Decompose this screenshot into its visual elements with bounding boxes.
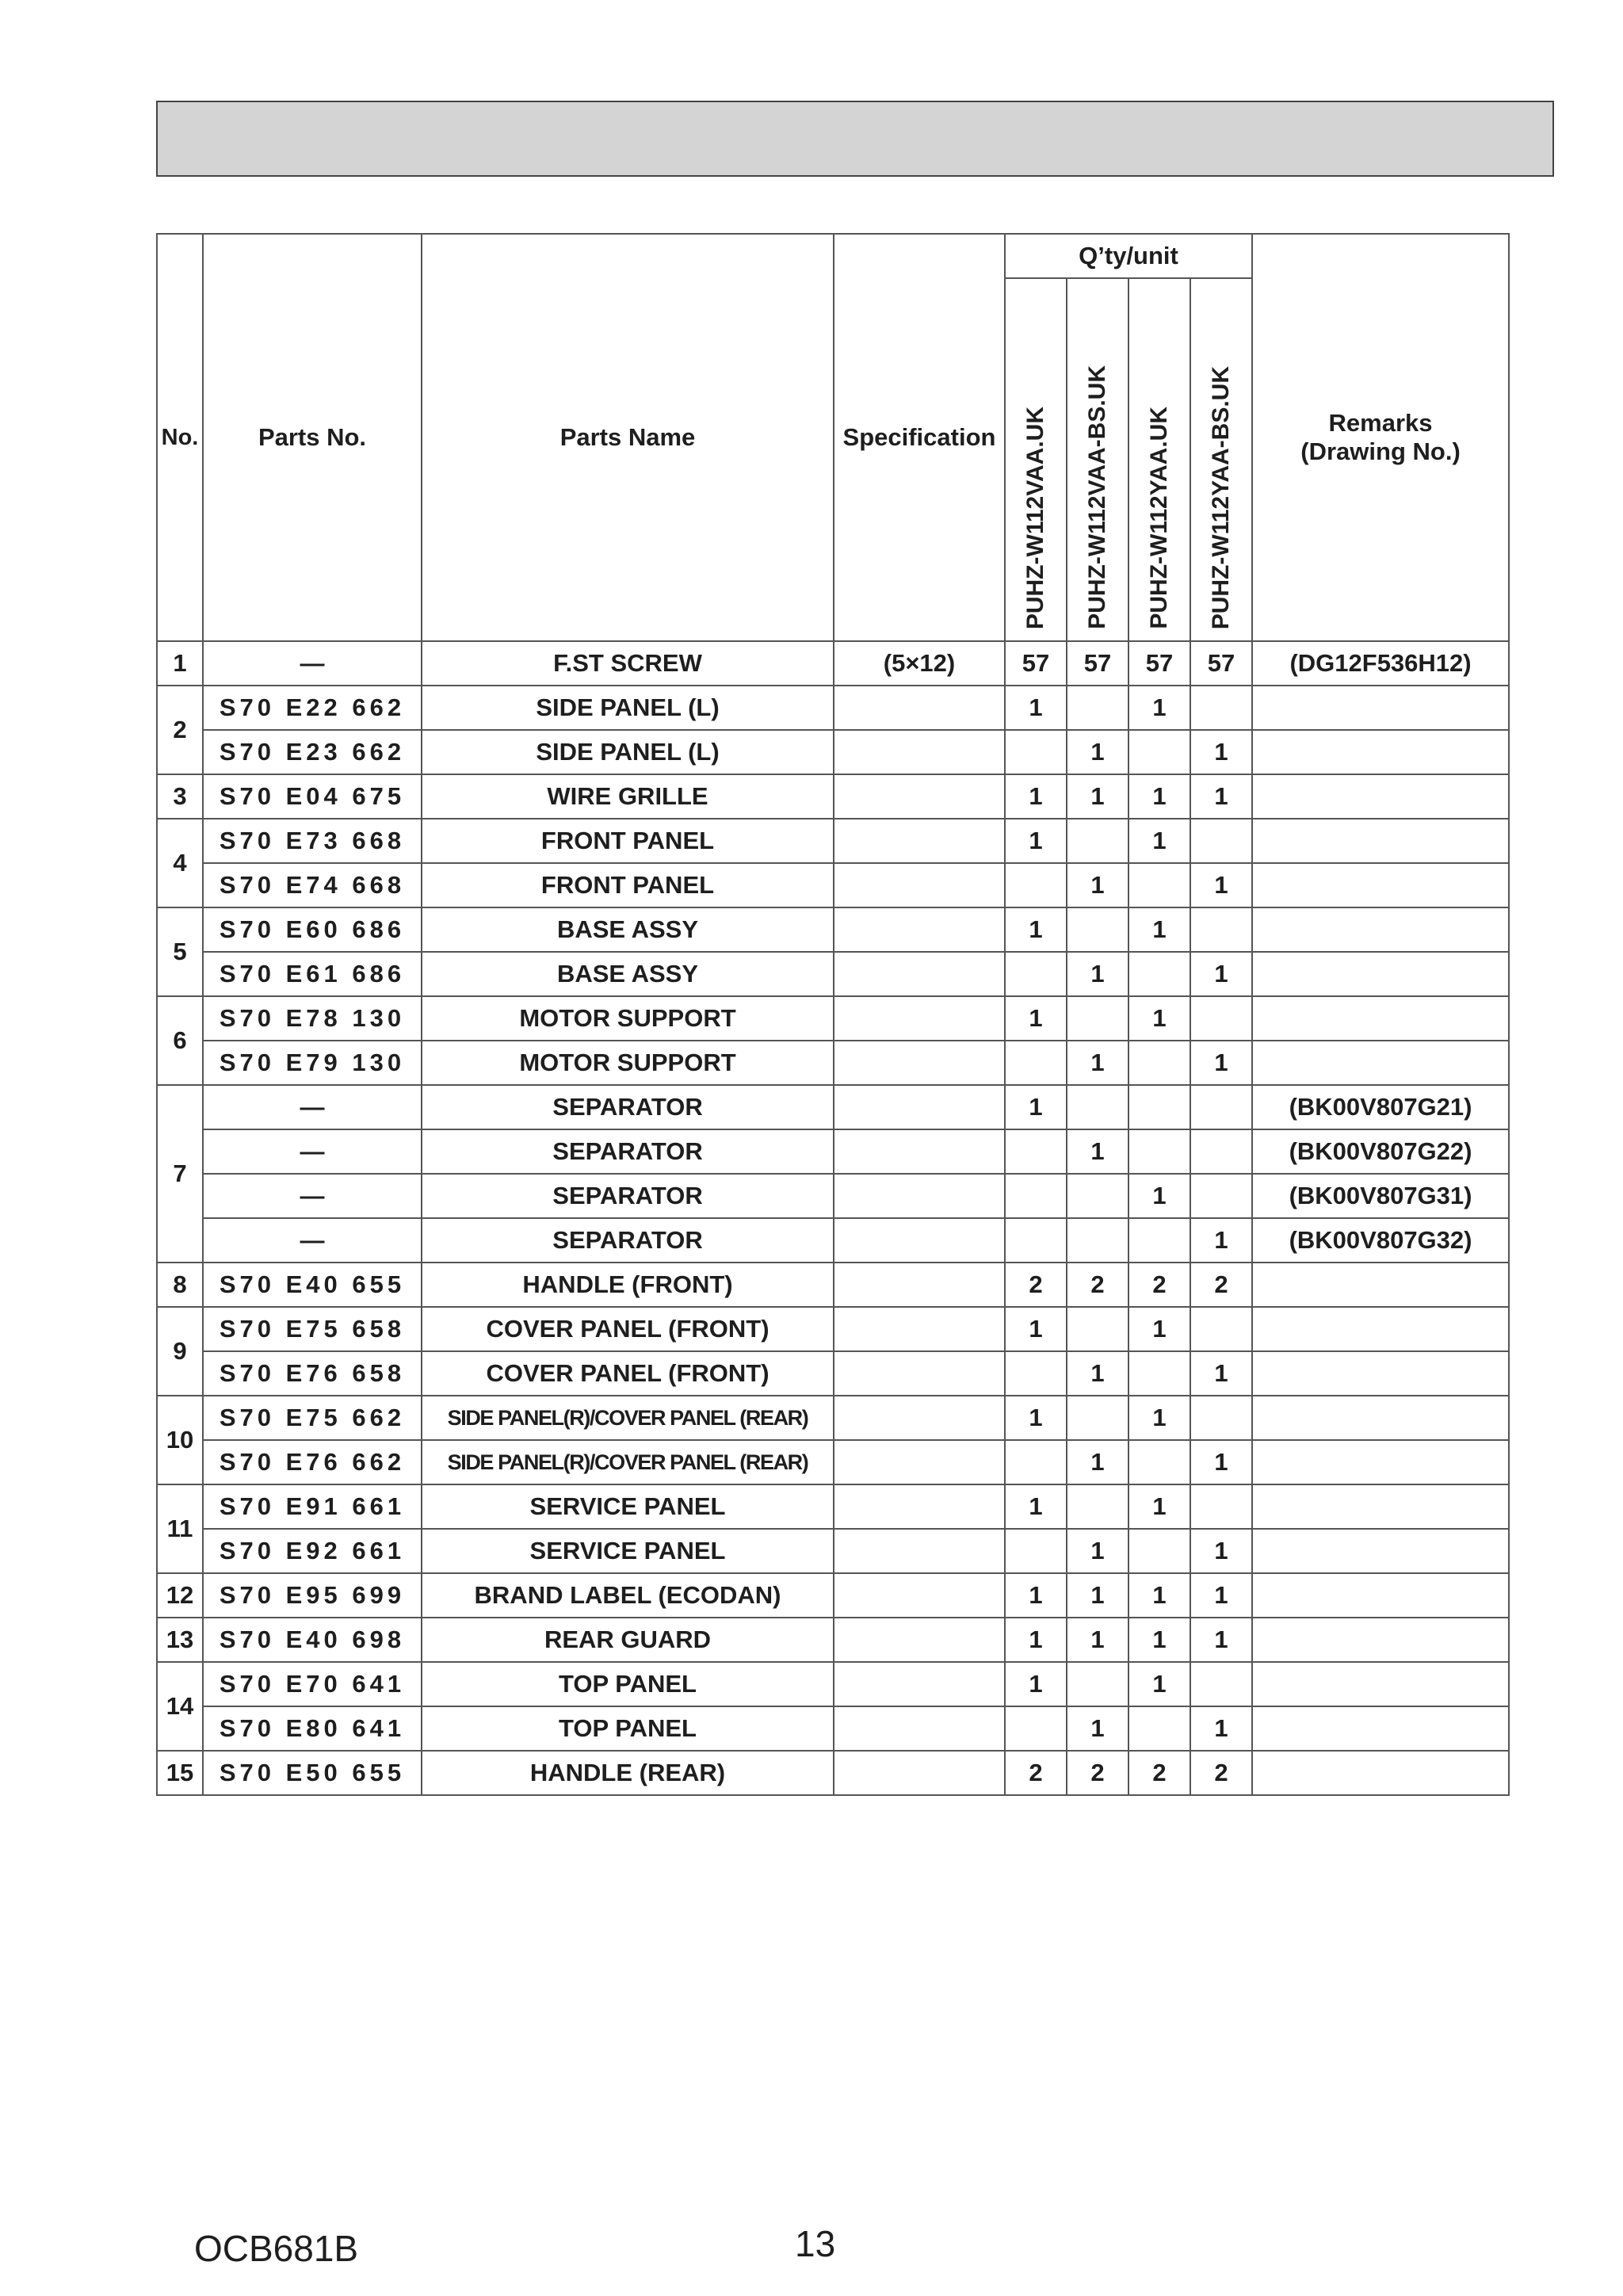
table-row [157,819,1509,863]
cell-qty-4 [1190,1307,1252,1351]
cell-qty-1: 1 [1005,1484,1067,1529]
cell-parts-no: — [203,1174,422,1218]
table-row [157,1085,1509,1129]
cell-no: 3 [157,774,203,819]
cell-no: 4 [157,819,203,907]
cell-qty-3: 2 [1128,1263,1190,1307]
cell-qty-1: 1 [1005,774,1067,819]
cell-remarks: (BK00V807G32) [1252,1218,1509,1263]
table-row [157,1751,1509,1795]
cell-parts-name: SEPARATOR [422,1174,834,1218]
cell-parts-name: SERVICE PANEL [422,1484,834,1529]
cell-qty-1: 2 [1005,1751,1067,1795]
cell-qty-2: 1 [1067,952,1128,996]
cell-qty-1: 1 [1005,1662,1067,1706]
cell-parts-name: SIDE PANEL (L) [422,686,834,730]
cell-remarks [1252,1396,1509,1440]
model-3-label: PUHZ-W112YAA.UK [1146,407,1172,629]
cell-parts-name: SERVICE PANEL [422,1529,834,1573]
cell-qty-1 [1005,952,1067,996]
cell-qty-2: 1 [1067,1618,1128,1662]
cell-qty-1: 57 [1005,641,1067,686]
table-row [157,730,1509,774]
cell-parts-name: MOTOR SUPPORT [422,1041,834,1085]
cell-qty-3: 57 [1128,641,1190,686]
cell-parts-no: S70 E75 662 [203,1396,422,1440]
cell-spec [834,1662,1005,1706]
cell-qty-3 [1128,1085,1190,1129]
table-row [157,686,1509,730]
header-qty-unit: Q’ty/unit [1005,234,1252,278]
cell-spec [834,1396,1005,1440]
table-row [157,1263,1509,1307]
cell-parts-name: TOP PANEL [422,1706,834,1751]
cell-no: 1 [157,641,203,686]
header-parts-name: Parts Name [422,234,834,641]
cell-qty-3 [1128,863,1190,907]
cell-qty-3: 1 [1128,1573,1190,1618]
cell-qty-2 [1067,1218,1128,1263]
cell-remarks [1252,1263,1509,1307]
cell-qty-4 [1190,1129,1252,1174]
cell-remarks [1252,1618,1509,1662]
table-row [157,1573,1509,1618]
cell-qty-4: 1 [1190,1618,1252,1662]
cell-spec [834,1041,1005,1085]
cell-qty-4: 57 [1190,641,1252,686]
cell-qty-3: 1 [1128,819,1190,863]
cell-no: 10 [157,1396,203,1484]
header-model-1 [1005,278,1067,641]
cell-qty-4: 1 [1190,774,1252,819]
cell-qty-3: 1 [1128,774,1190,819]
cell-qty-1: 1 [1005,907,1067,952]
table-row [157,952,1509,996]
cell-qty-1: 1 [1005,1396,1067,1440]
cell-qty-3 [1128,952,1190,996]
cell-spec [834,1263,1005,1307]
cell-spec [834,1307,1005,1351]
cell-parts-name: COVER PANEL (FRONT) [422,1307,834,1351]
cell-parts-name: F.ST SCREW [422,641,834,686]
cell-spec [834,730,1005,774]
cell-qty-2: 2 [1067,1263,1128,1307]
cell-parts-no: S70 E04 675 [203,774,422,819]
cell-no: 11 [157,1484,203,1573]
cell-parts-name: HANDLE (REAR) [422,1751,834,1795]
cell-parts-name: FRONT PANEL [422,863,834,907]
parts-table [156,233,1510,1796]
cell-parts-no: S70 E80 641 [203,1706,422,1751]
header-row [157,234,1509,278]
header-remarks-line2: (Drawing No.) [1300,437,1461,465]
cell-no: 6 [157,996,203,1085]
table-row [157,1440,1509,1484]
cell-parts-no: S70 E60 686 [203,907,422,952]
cell-parts-name: HANDLE (FRONT) [422,1263,834,1307]
cell-spec [834,1618,1005,1662]
cell-parts-no: S70 E76 658 [203,1351,422,1396]
cell-qty-2: 1 [1067,1440,1128,1484]
cell-qty-1 [1005,1174,1067,1218]
cell-remarks [1252,1573,1509,1618]
cell-qty-1: 1 [1005,1618,1067,1662]
cell-qty-1 [1005,1218,1067,1263]
cell-spec [834,686,1005,730]
cell-parts-no: S70 E50 655 [203,1751,422,1795]
document-code: OCB681B [194,2228,359,2269]
cell-remarks [1252,686,1509,730]
cell-qty-4: 1 [1190,1218,1252,1263]
cell-parts-no: — [203,1218,422,1263]
table-row [157,907,1509,952]
cell-qty-3: 1 [1128,1618,1190,1662]
cell-qty-4 [1190,907,1252,952]
cell-qty-4: 1 [1190,863,1252,907]
cell-qty-1: 1 [1005,1573,1067,1618]
cell-qty-3: 1 [1128,1662,1190,1706]
cell-remarks: (BK00V807G31) [1252,1174,1509,1218]
cell-qty-4 [1190,996,1252,1041]
cell-remarks [1252,774,1509,819]
cell-spec [834,1085,1005,1129]
cell-qty-4: 1 [1190,1440,1252,1484]
cell-qty-3 [1128,730,1190,774]
cell-parts-no: S70 E76 662 [203,1440,422,1484]
table-row [157,1484,1509,1529]
cell-parts-no: — [203,1129,422,1174]
cell-qty-4: 1 [1190,1351,1252,1396]
cell-remarks [1252,1041,1509,1085]
header-specification: Specification [834,234,1005,641]
cell-qty-4: 1 [1190,1706,1252,1751]
cell-qty-3: 1 [1128,1396,1190,1440]
cell-qty-1: 1 [1005,1085,1067,1129]
cell-remarks [1252,1351,1509,1396]
cell-parts-no: S70 E40 655 [203,1263,422,1307]
header-model-4 [1190,278,1252,641]
header-remarks [1252,234,1509,641]
header-parts-no: Parts No. [203,234,422,641]
cell-qty-1 [1005,1706,1067,1751]
cell-qty-4 [1190,819,1252,863]
cell-parts-name: BASE ASSY [422,952,834,996]
cell-remarks [1252,1751,1509,1795]
cell-spec [834,1573,1005,1618]
cell-qty-1: 2 [1005,1263,1067,1307]
cell-qty-1: 1 [1005,1307,1067,1351]
cell-parts-name: SIDE PANEL (L) [422,730,834,774]
cell-parts-name: SEPARATOR [422,1218,834,1263]
cell-qty-4 [1190,1085,1252,1129]
cell-spec [834,774,1005,819]
title-bar [156,101,1554,177]
cell-qty-3 [1128,1351,1190,1396]
cell-qty-2 [1067,1307,1128,1351]
cell-parts-no: S70 E23 662 [203,730,422,774]
cell-qty-4: 1 [1190,952,1252,996]
cell-qty-2 [1067,1484,1128,1529]
table-row [157,1351,1509,1396]
cell-qty-3 [1128,1041,1190,1085]
cell-qty-3 [1128,1218,1190,1263]
cell-spec [834,1218,1005,1263]
cell-parts-no: S70 E73 668 [203,819,422,863]
cell-qty-2: 1 [1067,1706,1128,1751]
cell-no: 15 [157,1751,203,1795]
cell-qty-3 [1128,1129,1190,1174]
cell-parts-no: S70 E40 698 [203,1618,422,1662]
table-row [157,1174,1509,1218]
cell-qty-1 [1005,730,1067,774]
cell-spec [834,1440,1005,1484]
model-4-label: PUHZ-W112YAA-BS.UK [1208,365,1235,629]
cell-qty-4: 1 [1190,730,1252,774]
cell-no: 7 [157,1085,203,1263]
table-row [157,863,1509,907]
cell-parts-name: COVER PANEL (FRONT) [422,1351,834,1396]
cell-spec [834,1529,1005,1573]
cell-parts-no: S70 E91 661 [203,1484,422,1529]
table-row [157,1041,1509,1085]
cell-spec [834,1129,1005,1174]
cell-qty-4: 1 [1190,1529,1252,1573]
cell-remarks [1252,863,1509,907]
cell-parts-name: SIDE PANEL(R)/COVER PANEL (REAR) [422,1440,834,1484]
cell-parts-name: TOP PANEL [422,1662,834,1706]
cell-remarks [1252,730,1509,774]
cell-parts-no: S70 E74 668 [203,863,422,907]
cell-qty-4: 1 [1190,1041,1252,1085]
table-row [157,1662,1509,1706]
cell-remarks [1252,1484,1509,1529]
cell-remarks [1252,1307,1509,1351]
cell-qty-2 [1067,819,1128,863]
cell-remarks [1252,1529,1509,1573]
cell-spec [834,1706,1005,1751]
cell-parts-name: BASE ASSY [422,907,834,952]
cell-parts-no: — [203,641,422,686]
cell-remarks [1252,1662,1509,1706]
cell-qty-3: 1 [1128,1484,1190,1529]
header-model-2 [1067,278,1128,641]
cell-parts-no: S70 E61 686 [203,952,422,996]
table-row [157,1307,1509,1351]
cell-qty-2 [1067,686,1128,730]
cell-qty-2: 1 [1067,1529,1128,1573]
cell-qty-2: 1 [1067,1129,1128,1174]
cell-parts-no: S70 E22 662 [203,686,422,730]
table-row [157,641,1509,686]
cell-qty-2: 2 [1067,1751,1128,1795]
cell-qty-2: 1 [1067,863,1128,907]
cell-qty-1: 1 [1005,819,1067,863]
cell-parts-name: WIRE GRILLE [422,774,834,819]
cell-qty-4 [1190,1396,1252,1440]
cell-no: 8 [157,1263,203,1307]
cell-spec [834,907,1005,952]
table-row [157,1129,1509,1174]
cell-spec: (5×12) [834,641,1005,686]
cell-no: 12 [157,1573,203,1618]
cell-qty-2 [1067,1396,1128,1440]
cell-qty-1: 1 [1005,996,1067,1041]
cell-parts-name: MOTOR SUPPORT [422,996,834,1041]
cell-qty-2: 1 [1067,774,1128,819]
cell-parts-name: SEPARATOR [422,1085,834,1129]
cell-remarks: (BK00V807G22) [1252,1129,1509,1174]
header-model-3 [1128,278,1190,641]
table-row [157,1618,1509,1662]
cell-qty-1 [1005,1440,1067,1484]
cell-qty-4 [1190,1174,1252,1218]
model-2-label: PUHZ-W112VAA-BS.UK [1084,365,1110,629]
table-row [157,1396,1509,1440]
table-row [157,1218,1509,1263]
cell-spec [834,1484,1005,1529]
cell-qty-1 [1005,863,1067,907]
cell-qty-2 [1067,1085,1128,1129]
cell-parts-no: S70 E70 641 [203,1662,422,1706]
cell-parts-name: SEPARATOR [422,1129,834,1174]
table-row [157,1529,1509,1573]
cell-qty-3 [1128,1440,1190,1484]
cell-qty-3: 1 [1128,1174,1190,1218]
cell-spec [834,819,1005,863]
cell-qty-3 [1128,1529,1190,1573]
page-number: 13 [795,2223,836,2264]
model-1-label: PUHZ-W112VAA.UK [1022,406,1048,629]
cell-parts-name: BRAND LABEL (ECODAN) [422,1573,834,1618]
cell-parts-name: FRONT PANEL [422,819,834,863]
cell-no: 5 [157,907,203,996]
cell-qty-1: 1 [1005,686,1067,730]
cell-parts-no: S70 E75 658 [203,1307,422,1351]
cell-remarks [1252,1706,1509,1751]
table-row [157,774,1509,819]
cell-no: 9 [157,1307,203,1396]
cell-spec [834,1174,1005,1218]
cell-remarks [1252,1440,1509,1484]
cell-parts-name: REAR GUARD [422,1618,834,1662]
cell-no: 13 [157,1618,203,1662]
cell-qty-1 [1005,1529,1067,1573]
table-row [157,1706,1509,1751]
cell-qty-1 [1005,1041,1067,1085]
cell-qty-3: 1 [1128,686,1190,730]
header-no: No. [157,234,203,641]
table-row [157,996,1509,1041]
cell-qty-2 [1067,907,1128,952]
cell-qty-2: 1 [1067,730,1128,774]
cell-qty-2 [1067,1662,1128,1706]
cell-remarks [1252,819,1509,863]
cell-qty-2: 57 [1067,641,1128,686]
cell-remarks: (DG12F536H12) [1252,641,1509,686]
cell-remarks [1252,952,1509,996]
cell-parts-no: S70 E79 130 [203,1041,422,1085]
cell-qty-4 [1190,686,1252,730]
cell-no: 2 [157,686,203,774]
cell-qty-2 [1067,1174,1128,1218]
cell-spec [834,1751,1005,1795]
cell-parts-no: S70 E92 661 [203,1529,422,1573]
header-remarks-line1: Remarks [1328,409,1433,437]
cell-parts-no: S70 E78 130 [203,996,422,1041]
cell-spec [834,952,1005,996]
cell-parts-name: SIDE PANEL(R)/COVER PANEL (REAR) [422,1396,834,1440]
cell-qty-1 [1005,1129,1067,1174]
cell-qty-3: 2 [1128,1751,1190,1795]
cell-parts-no: — [203,1085,422,1129]
cell-qty-3: 1 [1128,907,1190,952]
cell-qty-4: 1 [1190,1573,1252,1618]
cell-remarks [1252,996,1509,1041]
cell-qty-2: 1 [1067,1351,1128,1396]
cell-remarks [1252,907,1509,952]
cell-qty-3: 1 [1128,1307,1190,1351]
cell-qty-4 [1190,1662,1252,1706]
cell-qty-2 [1067,996,1128,1041]
cell-spec [834,996,1005,1041]
cell-qty-2: 1 [1067,1573,1128,1618]
cell-qty-3 [1128,1706,1190,1751]
cell-parts-no: S70 E95 699 [203,1573,422,1618]
cell-qty-4: 2 [1190,1263,1252,1307]
cell-no: 14 [157,1662,203,1751]
cell-remarks: (BK00V807G21) [1252,1085,1509,1129]
cell-qty-2: 1 [1067,1041,1128,1085]
cell-qty-4 [1190,1484,1252,1529]
cell-qty-1 [1005,1351,1067,1396]
cell-spec [834,1351,1005,1396]
cell-qty-4: 2 [1190,1751,1252,1795]
cell-qty-3: 1 [1128,996,1190,1041]
cell-spec [834,863,1005,907]
